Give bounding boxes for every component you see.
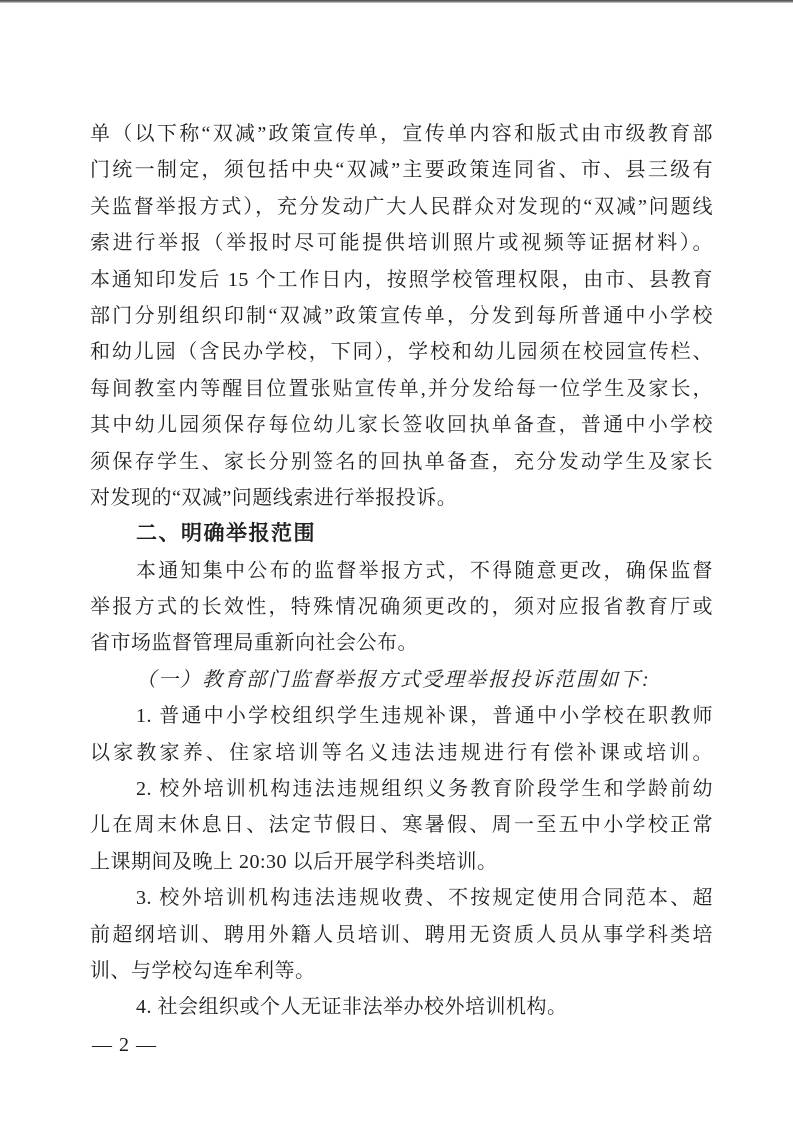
section-heading: 二、明确举报范围 [136,522,316,546]
paragraph-line: 须保存学生、家长分别签名的回执单备查，充分发动学生及家长 [90,450,713,473]
paragraph-line: 和幼儿园（含民办学校，下同），学校和幼儿园须在校园宣传栏、 [90,341,713,364]
document-body [90,116,713,1026]
scan-edge-artifact [0,0,793,3]
list-item-3-line: 前超纲培训、聘用外籍人员培训、聘用无资质人员从事学科类培 [90,923,713,946]
list-item-4-line: 4. 社会组织或个人无证非法举办校外培训机构。 [136,996,568,1019]
paragraph-line: 本通知印发后 15 个工作日内，按照学校管理权限，由市、县教育 [90,268,713,291]
paragraph-line: 单（以下称“双减”政策宣传单，宣传单内容和版式由市级教育部 [90,123,713,145]
paragraph-line: 对发现的“双减”问题线索进行举报投诉。 [90,486,458,509]
paragraph-line: 其中幼儿园须保存每位幼儿家长签收回执单备查，普通中小学校 [90,414,713,437]
list-item-3-line: 3. 校外培训机构违法违规收费、不按规定使用合同范本、超 [136,887,713,910]
paragraph-line: 举报方式的长效性，特殊情况确须更改的，须对应报省教育厅或 [90,596,713,619]
list-item-3-line: 训、与学校勾连牟利等。 [90,959,316,982]
list-item-2-line: 上课期间及晚上 20:30 以后开展学科类培训。 [90,850,498,873]
paragraph-line: 门统一制定，须包括中央“双减”主要政策连同省、市、县三级有 [90,159,713,182]
subsection-heading: （一）教育部门监督举报方式受理举报投诉范围如下: [136,668,651,691]
list-item-2-line: 2. 校外培训机构违法违规组织义务教育阶段学生和学龄前幼 [136,778,713,801]
paragraph-line: 省市场监督管理局重新向社会公布。 [90,632,418,655]
list-item-1-line: 1. 普通中小学校组织学生违规补课，普通中小学校在职教师 [136,705,713,728]
paragraph-line: 每间教室内等醒目位置张贴宣传单,并分发给每一位学生及家长， [90,377,713,400]
page-number: — 2 — [92,1034,157,1056]
list-item-1-line: 以家教家养、住家培训等名义违法违规进行有偿补课或培训。 [90,741,713,764]
list-item-2-line: 儿在周末休息日、法定节假日、寒暑假、周一至五中小学校正常 [90,814,713,837]
paragraph-line: 部门分别组织印制“双减”政策宣传单，分发到每所普通中小学校 [90,304,713,327]
paragraph-line: 索进行举报（举报时尽可能提供培训照片或视频等证据材料）。 [90,232,713,255]
paragraph-line: 关监督举报方式），充分发动广大人民群众对发现的“双减”问题线 [90,195,713,218]
paragraph-line: 本通知集中公布的监督举报方式，不得随意更改，确保监督 [136,559,713,582]
